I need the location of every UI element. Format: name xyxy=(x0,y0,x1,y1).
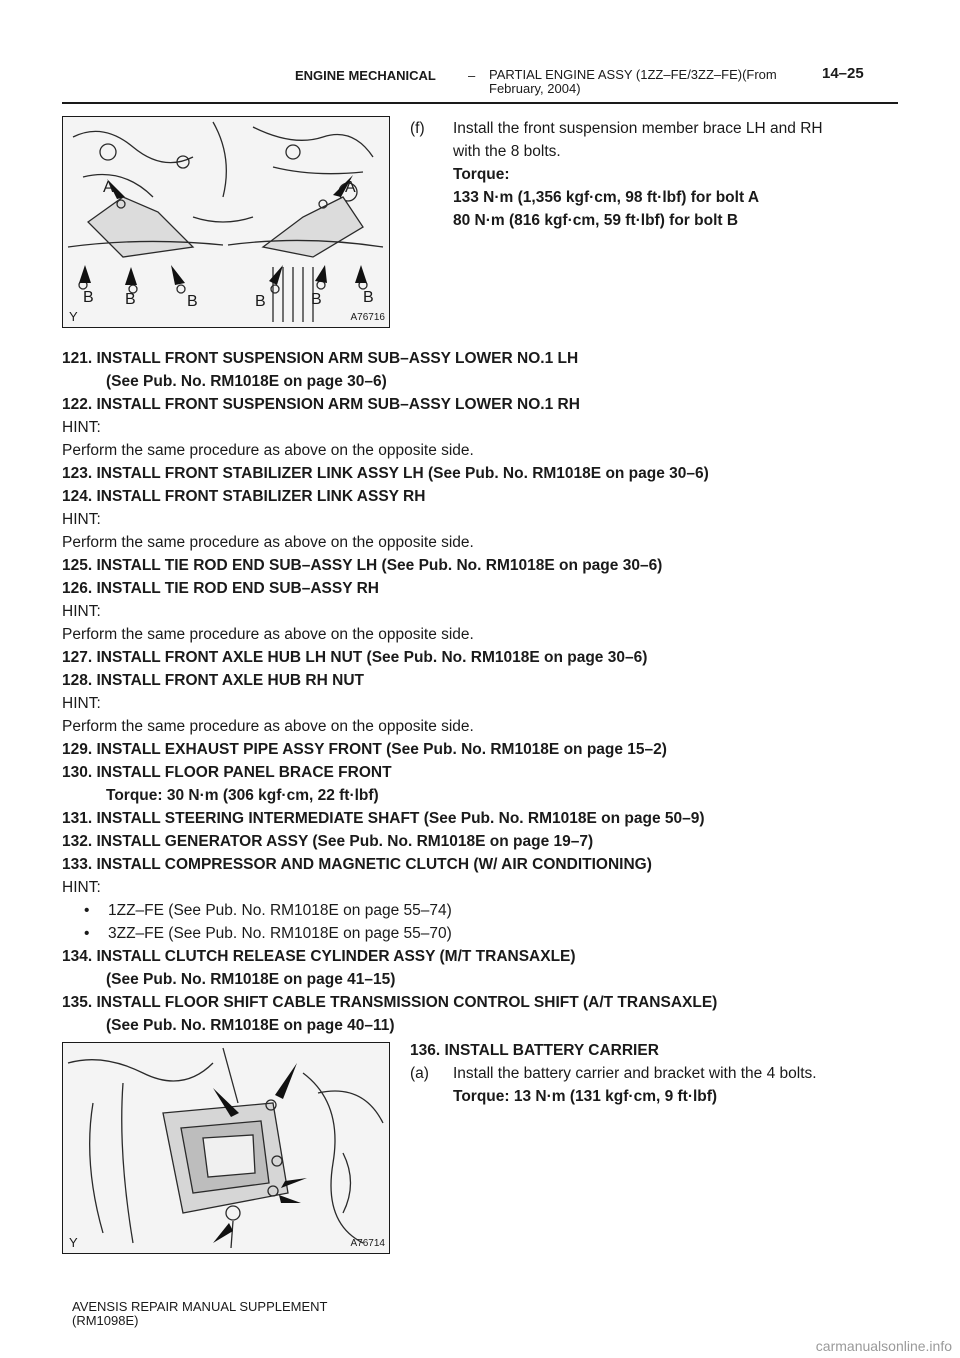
header-divider xyxy=(62,102,898,104)
step-f-torque-b: 80 N·m (816 kgf·cm, 59 ft·lbf) for bolt B xyxy=(453,212,739,229)
step-121-reference: (See Pub. No. RM1018E on page 30–6) xyxy=(106,373,387,390)
manual-footer xyxy=(72,1300,328,1328)
step-131: 131. INSTALL STEERING INTERMEDIATE SHAFT (See Pub. No. RM1018E on page 50–9) xyxy=(62,810,705,827)
figure-1-label-b-1: B xyxy=(83,289,94,306)
step-f-line-2: with the 8 bolts. xyxy=(453,143,561,160)
figure-1-label-b-5: B xyxy=(311,291,322,308)
figure-1-label-a-right: A xyxy=(345,179,356,196)
hint-text: Perform the same procedure as above on the opposite side. xyxy=(62,442,474,459)
hint-label: HINT: xyxy=(62,879,101,896)
bullet-icon: • xyxy=(84,925,90,942)
figure-1-label-a-left: A xyxy=(103,179,114,196)
step-135-reference: (See Pub. No. RM1018E on page 40–11) xyxy=(106,1017,395,1034)
hint-text: Perform the same procedure as above on the opposite side. xyxy=(62,718,474,735)
page-subtitle-line-1: PARTIAL ENGINE ASSY (1ZZ–FE/3ZZ–FE)(From xyxy=(489,67,777,82)
section-title: ENGINE MECHANICAL xyxy=(295,68,436,83)
figure-1-id: A76716 xyxy=(350,312,385,323)
step-132: 132. INSTALL GENERATOR ASSY (See Pub. No. RM1018E on page 19–7) xyxy=(62,833,594,850)
step-127: 127. INSTALL FRONT AXLE HUB LH NUT (See Pub. No. RM1018E on page 30–6) xyxy=(62,649,648,666)
figure-1-label-b-4: B xyxy=(255,293,266,310)
page-number: 14–25 xyxy=(822,65,864,82)
step-133-item-1: 1ZZ–FE (See Pub. No. RM1018E on page 55–74) xyxy=(108,902,452,919)
figure-2-id: A76714 xyxy=(350,1238,385,1249)
step-f-line-1: Install the front suspension member brace LH and RH xyxy=(453,120,823,137)
header-dash: – xyxy=(468,68,476,83)
step-126: 126. INSTALL TIE ROD END SUB–ASSY RH xyxy=(62,580,379,597)
step-128: 128. INSTALL FRONT AXLE HUB RH NUT xyxy=(62,672,364,689)
hint-label: HINT: xyxy=(62,511,101,528)
step-121: 121. INSTALL FRONT SUSPENSION ARM SUB–ASSY LOWER NO.1 LH xyxy=(62,350,579,367)
footer-line-1: AVENSIS REPAIR MANUAL SUPPLEMENT xyxy=(72,1299,328,1314)
suspension-brace-drawing xyxy=(63,117,389,327)
figure-1-label-b-3: B xyxy=(187,293,198,310)
figure-1-label-b-6: B xyxy=(363,289,374,306)
step-136-torque: Torque: 13 N·m (131 kgf·cm, 9 ft·lbf) xyxy=(453,1088,718,1105)
figure-1-label-b-2: B xyxy=(125,291,136,308)
page-subtitle xyxy=(489,68,809,96)
hint-label: HINT: xyxy=(62,603,101,620)
suspension-brace-figure xyxy=(62,116,390,328)
battery-carrier-drawing xyxy=(63,1043,389,1253)
step-122: 122. INSTALL FRONT SUSPENSION ARM SUB–ASSY LOWER NO.1 RH xyxy=(62,396,580,413)
step-130-torque: Torque: 30 N·m (306 kgf·cm, 22 ft·lbf) xyxy=(106,787,379,804)
step-136a-prefix: (a) xyxy=(410,1065,429,1082)
figure-2-corner-mark: Y xyxy=(69,1235,78,1250)
step-135: 135. INSTALL FLOOR SHIFT CABLE TRANSMISSION CONTROL SHIFT (A/T TRANSAXLE) xyxy=(62,994,718,1011)
hint-text: Perform the same procedure as above on the opposite side. xyxy=(62,626,474,643)
step-136: 136. INSTALL BATTERY CARRIER xyxy=(410,1042,659,1059)
step-124: 124. INSTALL FRONT STABILIZER LINK ASSY RH xyxy=(62,488,426,505)
step-136a-text: Install the battery carrier and bracket with the 4 bolts. xyxy=(453,1065,817,1082)
step-129: 129. INSTALL EXHAUST PIPE ASSY FRONT (See Pub. No. RM1018E on page 15–2) xyxy=(62,741,667,758)
step-133: 133. INSTALL COMPRESSOR AND MAGNETIC CLUTCH (W/ AIR CONDITIONING) xyxy=(62,856,652,873)
bullet-icon: • xyxy=(84,902,90,919)
battery-carrier-figure xyxy=(62,1042,390,1254)
hint-text: Perform the same procedure as above on the opposite side. xyxy=(62,534,474,551)
hint-label: HINT: xyxy=(62,419,101,436)
step-134-reference: (See Pub. No. RM1018E on page 41–15) xyxy=(106,971,396,988)
figure-1-corner-mark: Y xyxy=(69,309,78,324)
step-f-torque-label: Torque: xyxy=(453,166,510,183)
hint-label: HINT: xyxy=(62,695,101,712)
step-f-torque-a: 133 N·m (1,356 kgf·cm, 98 ft·lbf) for bolt A xyxy=(453,189,760,206)
step-134: 134. INSTALL CLUTCH RELEASE CYLINDER ASSY (M/T TRANSAXLE) xyxy=(62,948,576,965)
site-watermark: carmanualsonline.info xyxy=(815,1338,952,1354)
step-133-item-2: 3ZZ–FE (See Pub. No. RM1018E on page 55–70) xyxy=(108,925,452,942)
step-f-prefix: (f) xyxy=(410,120,425,137)
step-125: 125. INSTALL TIE ROD END SUB–ASSY LH (See Pub. No. RM1018E on page 30–6) xyxy=(62,557,663,574)
step-123: 123. INSTALL FRONT STABILIZER LINK ASSY LH (See Pub. No. RM1018E on page 30–6) xyxy=(62,465,709,482)
step-130: 130. INSTALL FLOOR PANEL BRACE FRONT xyxy=(62,764,392,781)
footer-line-2: (RM1098E) xyxy=(72,1313,139,1328)
page-subtitle-line-2: February, 2004) xyxy=(489,81,581,96)
